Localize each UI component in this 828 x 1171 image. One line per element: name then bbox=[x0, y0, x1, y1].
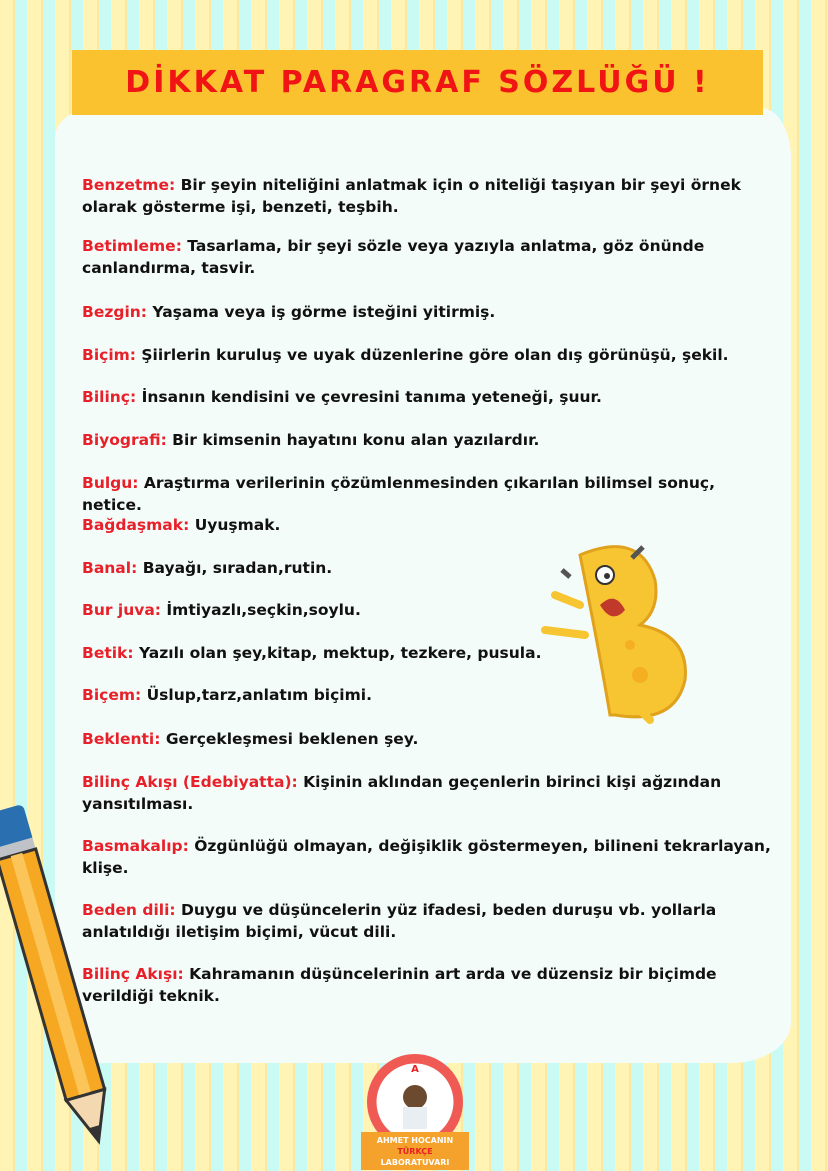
entry-definition: Uyuşmak. bbox=[194, 516, 281, 534]
entry-definition: Özgünlüğü olmayan, değişiklik göstermeyen, bilineni tekrarlayan, klişe. bbox=[82, 837, 771, 877]
page-title: DİKKAT PARAGRAF SÖZLÜĞÜ ! bbox=[125, 65, 710, 100]
letter-b-monster-illustration bbox=[540, 535, 710, 725]
glossary-entry bbox=[82, 899, 772, 943]
entry-term: Biçim: bbox=[82, 346, 136, 364]
entry-definition: Üslup,tarz,anlatım biçimi. bbox=[146, 686, 372, 704]
entry-definition: Araştırma verilerinin çözümlenmesinden çıkarılan bilimsel sonuç, netice. bbox=[82, 474, 715, 514]
glossary-entry bbox=[82, 963, 772, 1007]
ahmet-hocanin-logo bbox=[357, 1052, 473, 1171]
entry-term: Biçem: bbox=[82, 686, 142, 704]
title-banner bbox=[72, 50, 763, 115]
entry-term: Betimleme: bbox=[82, 237, 182, 255]
glossary-entry bbox=[82, 771, 772, 815]
glossary-entry bbox=[82, 429, 772, 451]
entry-term: Bilinç Akışı (Edebiyatta): bbox=[82, 773, 298, 791]
pencil-illustration bbox=[0, 790, 120, 1160]
entry-term: Basmakalıp: bbox=[82, 837, 189, 855]
entry-definition: Yaşama veya iş görme isteğini yitirmiş. bbox=[152, 303, 496, 321]
glossary-entry bbox=[82, 235, 772, 279]
glossary-entry bbox=[82, 386, 772, 408]
entry-definition: Kahramanın düşüncelerinin art arda ve düzensiz bir biçimde verildiği teknik. bbox=[82, 965, 717, 1005]
svg-text:A: A bbox=[411, 1064, 419, 1075]
glossary-entry bbox=[82, 472, 772, 516]
entry-term: Banal: bbox=[82, 559, 138, 577]
glossary-entry bbox=[82, 514, 772, 536]
entry-term: Bulgu: bbox=[82, 474, 139, 492]
glossary-entry bbox=[82, 728, 772, 750]
entry-term: Bilinç Akışı: bbox=[82, 965, 184, 983]
glossary-entry bbox=[82, 835, 772, 879]
entry-term: Bilinç: bbox=[82, 388, 137, 406]
entry-definition: İmtiyazlı,seçkin,soylu. bbox=[166, 601, 361, 619]
entry-definition: Gerçekleşmesi beklenen şey. bbox=[165, 730, 419, 748]
entry-definition: Şiirlerin kuruluş ve uyak düzenlerine göre olan dış görünüşü, şekil. bbox=[141, 346, 729, 364]
entry-definition: İnsanın kendisini ve çevresini tanıma yeteneği, şuur. bbox=[141, 388, 602, 406]
entry-definition: Duygu ve düşüncelerin yüz ifadesi, beden duruşu vb. yollarla anlatıldığı iletişim biçimi, vücut dili. bbox=[82, 901, 717, 941]
entry-definition: Bir kimsenin hayatını konu alan yazılardır. bbox=[172, 431, 540, 449]
svg-text:TÜRKÇE: TÜRKÇE bbox=[397, 1147, 433, 1156]
glossary-entry bbox=[82, 174, 772, 218]
svg-text:LABORATUVARI: LABORATUVARI bbox=[380, 1158, 450, 1167]
entry-definition: Bayağı, sıradan,rutin. bbox=[142, 559, 333, 577]
entry-term: Biyografi: bbox=[82, 431, 167, 449]
entry-term: Benzetme: bbox=[82, 176, 176, 194]
entry-term: Beklenti: bbox=[82, 730, 161, 748]
entry-term: Bur juva: bbox=[82, 601, 161, 619]
entry-term: Bezgin: bbox=[82, 303, 147, 321]
svg-text:AHMET HOCANIN: AHMET HOCANIN bbox=[376, 1136, 454, 1145]
entry-definition: Bir şeyin niteliğini anlatmak için o niteliği taşıyan bir şeyi örnek olarak gösterme işi, benzeti, teşbih. bbox=[82, 176, 741, 216]
entry-definition: Kişinin aklından geçenlerin birinci kişi ağzından yansıtılması. bbox=[82, 773, 722, 813]
glossary-entry bbox=[82, 344, 772, 366]
entry-term: Bağdaşmak: bbox=[82, 516, 190, 534]
glossary-entry bbox=[82, 301, 772, 323]
entry-term: Beden dili: bbox=[82, 901, 176, 919]
entry-definition: Yazılı olan şey,kitap, mektup, tezkere, pusula. bbox=[138, 644, 542, 662]
entry-term: Betik: bbox=[82, 644, 134, 662]
entry-definition: Tasarlama, bir şeyi sözle veya yazıyla anlatma, göz önünde canlandırma, tasvir. bbox=[82, 237, 705, 277]
